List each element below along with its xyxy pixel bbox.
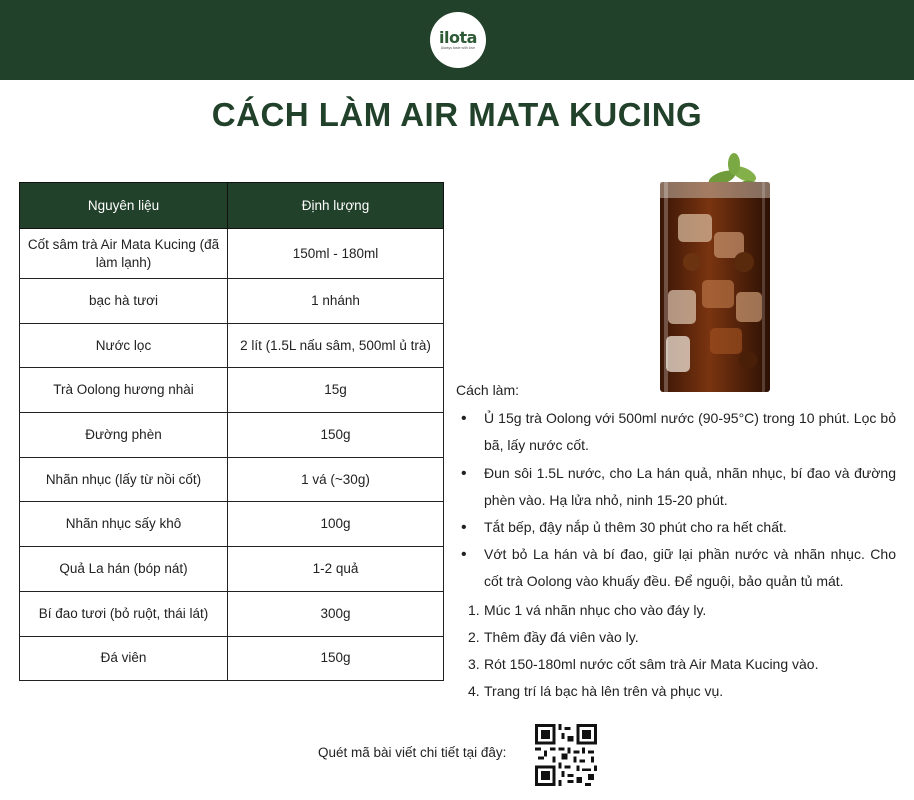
list-item: • Tắt bếp, đậy nắp ủ thêm 30 phút cho ra hết chất.: [456, 514, 896, 541]
table-row: [20, 636, 444, 681]
ingredient-amount: 150ml - 180ml: [228, 229, 444, 279]
ingredient-name: bạc hà tươi: [20, 279, 228, 324]
ingredient-amount: 15g: [228, 368, 444, 413]
header-ingredient: Nguyên liệu: [20, 183, 228, 229]
step-text: Rót 150-180ml nước cốt sâm trà Air Mata Kucing vào.: [484, 656, 819, 673]
logo-text: ilota: [439, 27, 477, 47]
logo-tagline: Always taste with love: [440, 45, 476, 50]
table-row: [20, 502, 444, 547]
ingredient-amount: 1 nhánh: [228, 279, 444, 324]
page-title: CÁCH LÀM AIR MATA KUCING: [211, 96, 703, 133]
ingredient-name: Bí đao tươi (bỏ ruột, thái lát): [20, 591, 228, 636]
serving-step-list: [456, 597, 896, 706]
list-item: • Ủ 15g trà Oolong với 500ml nước (90-95°C) trong 10 phút. Lọc bỏ bã, lấy nước cốt.: [456, 405, 896, 459]
table-row: [20, 279, 444, 324]
table-row: [20, 368, 444, 413]
qr-code-icon[interactable]: [535, 724, 597, 786]
table-row: [20, 229, 444, 279]
ingredient-name: Nước lọc: [20, 323, 228, 368]
table-row: [20, 547, 444, 592]
ingredient-amount: 300g: [228, 591, 444, 636]
step-text: Múc 1 vá nhãn nhục cho vào đáy ly.: [484, 601, 707, 618]
ingredient-amount: 1-2 quả: [228, 547, 444, 592]
ingredient-amount: 150g: [228, 636, 444, 681]
ingredient-name: Cốt sâm trà Air Mata Kucing (đã làm lạnh): [20, 229, 228, 279]
ingredient-amount: 100g: [228, 502, 444, 547]
step-text: Trang trí lá bạc hà lên trên và phục vụ.: [484, 683, 724, 700]
list-item: 2. Thêm đầy đá viên vào ly.: [468, 628, 639, 645]
qr-label: Quét mã bài viết chi tiết tại đây:: [318, 745, 507, 760]
brand-logo[interactable]: [430, 12, 486, 68]
step-text: Thêm đầy đá viên vào ly.: [484, 628, 639, 645]
ingredient-name: Trà Oolong hương nhài: [20, 368, 228, 413]
table-header-row: [20, 183, 444, 229]
method-section: [456, 377, 896, 705]
method-title: Cách làm:: [456, 382, 520, 398]
header-bar: [0, 0, 914, 80]
ingredient-name: Quả La hán (bóp nát): [20, 547, 228, 592]
ingredient-amount: 1 vá (~30g): [228, 457, 444, 502]
ingredient-amount: 2 lít (1.5L nấu sâm, 500ml ủ trà): [228, 323, 444, 368]
ingredient-name: Nhãn nhục (lấy từ nồi cốt): [20, 457, 228, 502]
list-item: 3. Rót 150-180ml nước cốt sâm trà Air Mata Kucing vào.: [468, 656, 819, 673]
list-item: • Đun sôi 1.5L nước, cho La hán quả, nhãn nhục, bí đao và đường phèn vào. Hạ lửa nhỏ, ninh 15-20 phút.: [456, 460, 896, 514]
header-amount: Định lượng: [228, 183, 444, 229]
list-item: 4. Trang trí lá bạc hà lên trên và phục vụ.: [468, 683, 724, 700]
table-row: [20, 323, 444, 368]
list-item: • Vớt bỏ La hán và bí đao, giữ lại phần nước và nhãn nhục. Cho cốt trà Oolong vào khuấy đều. Để nguội, bảo quản tủ mát.: [456, 541, 896, 595]
ingredient-name: Đường phèn: [20, 413, 228, 458]
iced-tea-glass-image: [652, 152, 780, 394]
iced-tea-glass-icon: [652, 152, 780, 394]
ingredient-name: Đá viên: [20, 636, 228, 681]
ingredients-table: [19, 182, 444, 681]
ingredient-name: Nhãn nhục sấy khô: [20, 502, 228, 547]
list-item: 1. Múc 1 vá nhãn nhục cho vào đáy ly.: [468, 601, 707, 618]
table-row: [20, 591, 444, 636]
ingredient-amount: 150g: [228, 413, 444, 458]
table-row: [20, 413, 444, 458]
table-row: [20, 457, 444, 502]
preparation-bullet-list: [456, 405, 896, 595]
